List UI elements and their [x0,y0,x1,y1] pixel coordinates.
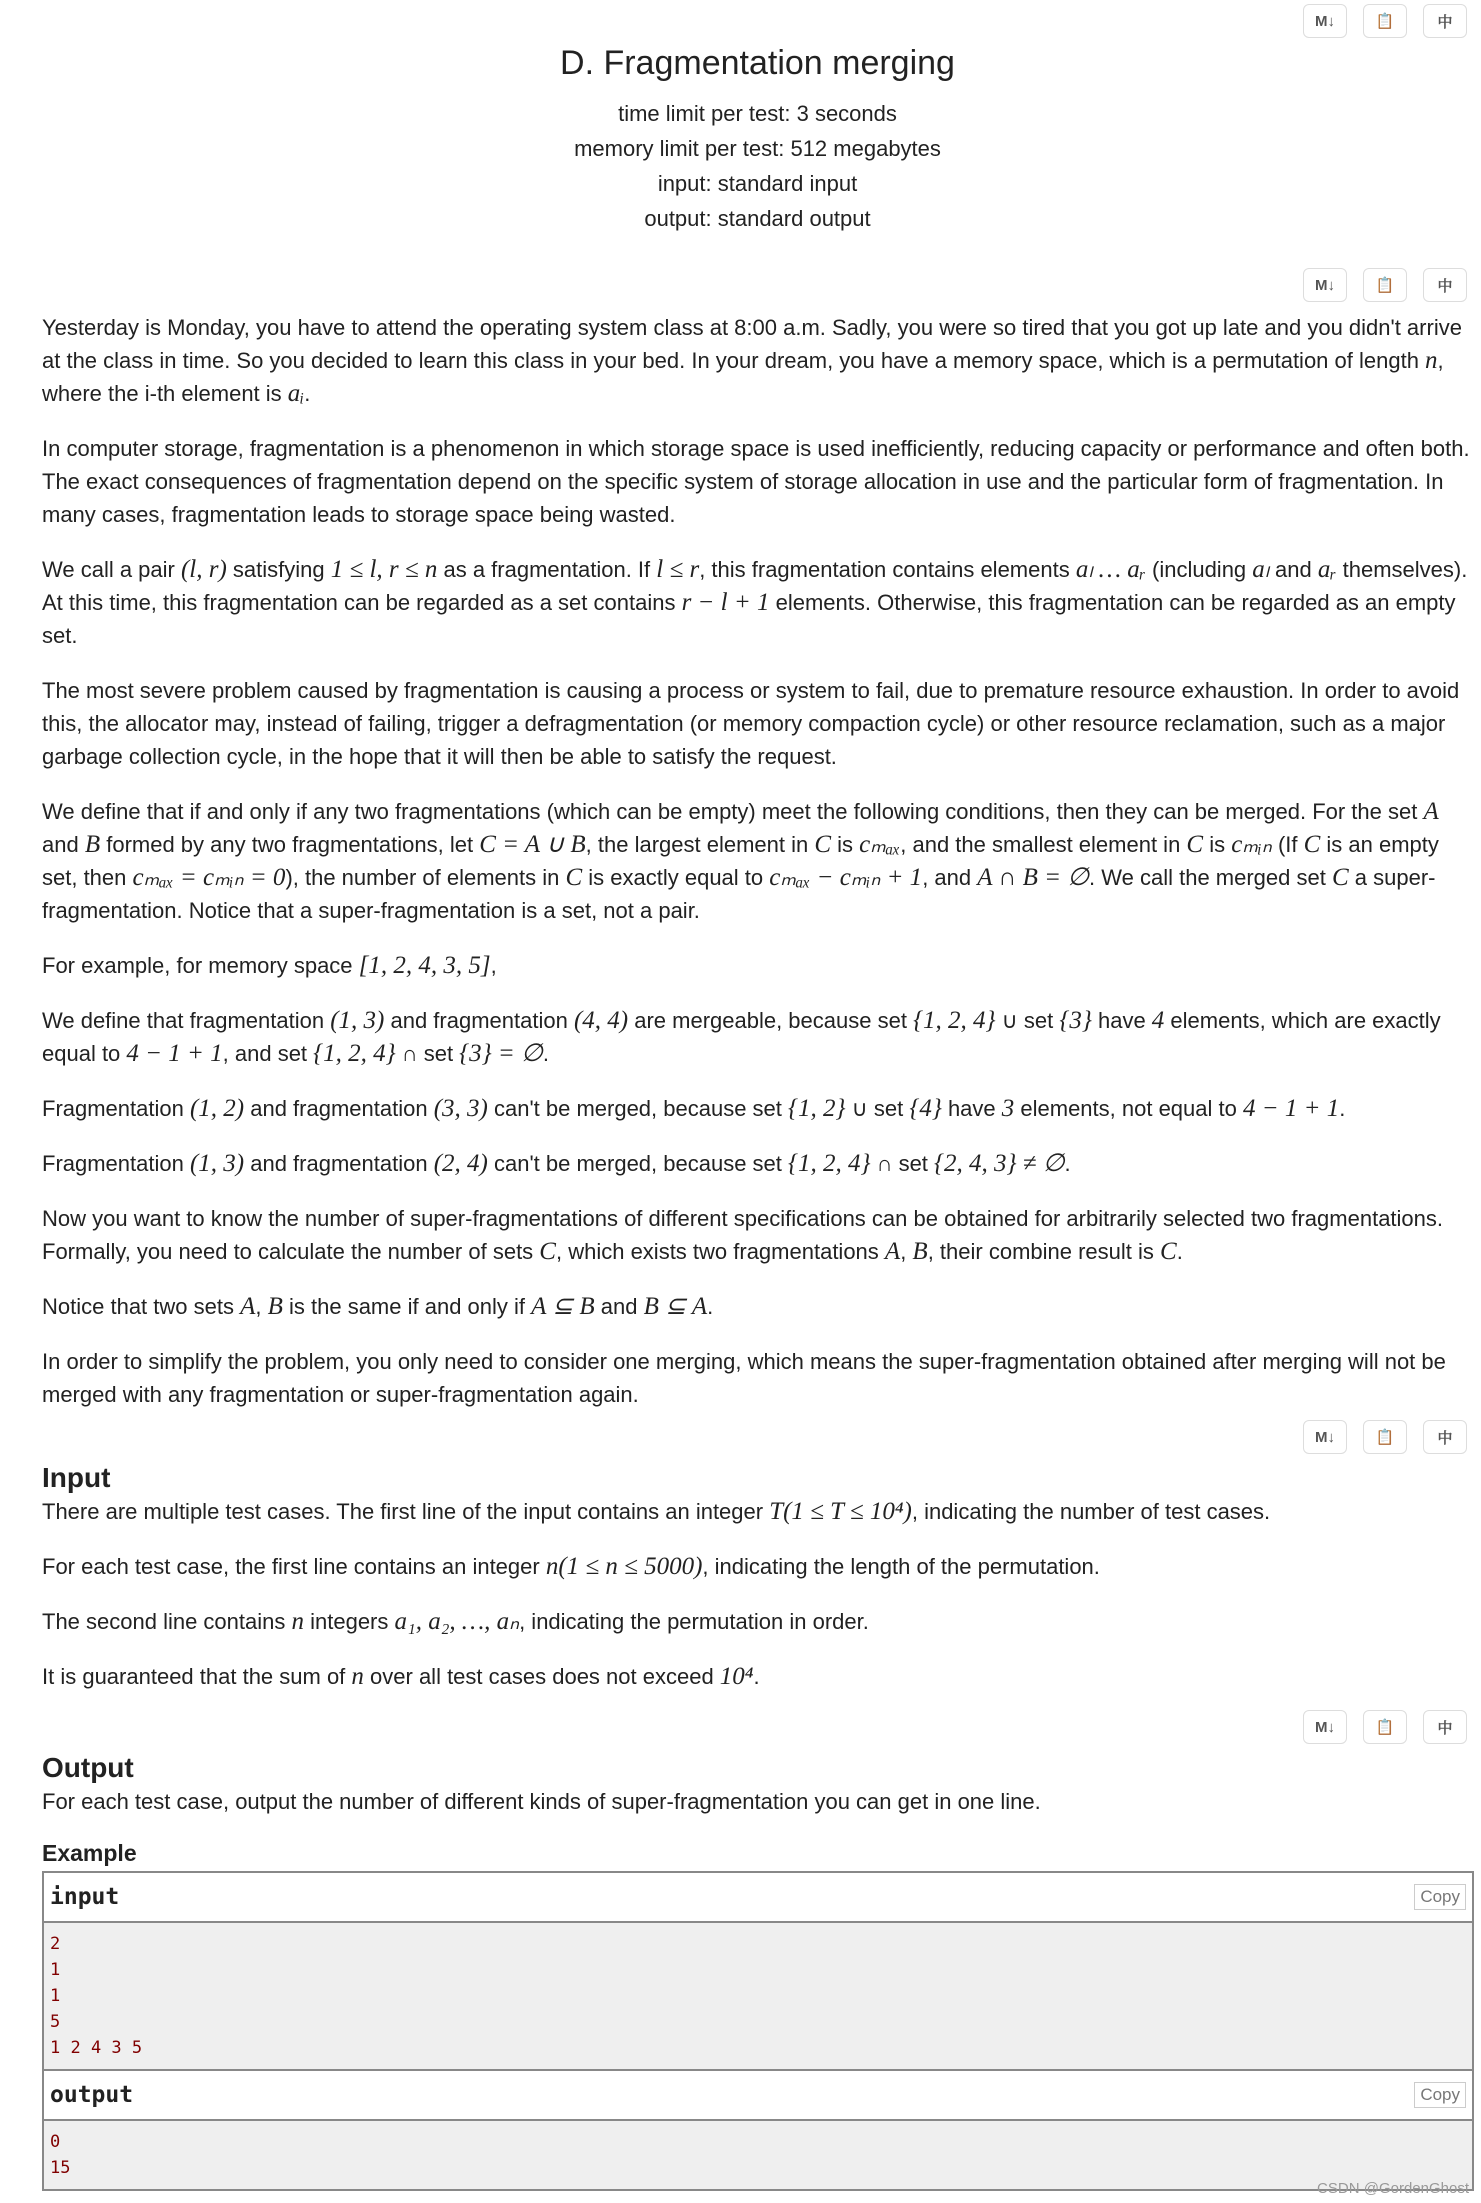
example-box [42,1871,1474,2191]
math: A [884,1238,901,1265]
markdown-button[interactable]: M↓ [1303,1710,1347,1744]
math: A ∩ B = ∅ [977,864,1090,891]
text: , and set [222,1041,314,1066]
text: have [941,1096,1002,1121]
text: For each test case, the first line contains an integer [42,1554,546,1579]
text: . [707,1294,714,1319]
text: We call a pair [42,557,181,582]
text: integers [304,1609,395,1634]
text: satisfying [226,557,331,582]
math: C [539,1238,556,1265]
output-header [44,2071,1472,2121]
text: have [1091,1008,1152,1033]
text: and fragmentation [244,1151,434,1176]
math: aᵢ [287,380,305,407]
input-spec: input: standard input [657,171,858,196]
text: There are multiple test cases. The first line of the input contains an integer [42,1499,770,1524]
text: , [255,1294,268,1319]
math: cₘₐₓ [859,831,901,858]
text: elements, not equal to [1014,1096,1243,1121]
paragraph [42,1660,1474,1693]
math: a₁, a₂, …, aₙ [394,1608,520,1635]
math: 10⁴ [719,1663,754,1690]
toolbar-input [1303,1420,1467,1454]
output-section [42,1751,1474,1873]
output-paragraphs [42,1785,1474,1818]
text: over all test cases does not exceed [363,1664,720,1689]
math: 4 − 1 + 1 [126,1040,223,1067]
text: The second line contains [42,1609,292,1634]
paragraph [42,1092,1474,1125]
paragraph [42,1550,1474,1583]
paragraph [42,1290,1474,1323]
clipboard-icon[interactable]: 📋 [1363,1710,1407,1744]
math: (l, r) [180,556,227,583]
math: {1, 2, 4} [913,1007,996,1034]
text: ∩ set [870,1151,935,1176]
input-section [42,1461,1474,1715]
math: C [814,831,832,858]
statement [42,311,1474,1433]
paragraph [42,1004,1474,1070]
memory-limit: memory limit per test: 512 megabytes [574,136,941,161]
text: is [831,832,860,857]
paragraph [42,1605,1474,1638]
text: It is guaranteed that the sum of [42,1664,352,1689]
math: aₗ [1252,556,1269,583]
clipboard-icon[interactable]: 📋 [1363,268,1407,302]
math: {3} = ∅ [459,1040,543,1067]
text: are mergeable, because set [628,1008,914,1033]
math: A ⊆ B [531,1293,595,1320]
math: T(1 ≤ T ≤ 10⁴) [769,1498,912,1525]
clipboard-icon[interactable]: 📋 [1363,1420,1407,1454]
text: ∪ set [995,1008,1060,1033]
text: . [1176,1239,1183,1264]
text: and [594,1294,644,1319]
paragraph [42,795,1474,927]
clipboard-icon[interactable]: 📋 [1363,4,1407,38]
output-spec: output: standard output [644,206,871,231]
copy-input-button[interactable]: Copy [1414,1884,1466,1910]
text: , indicating the permutation in order. [519,1609,869,1634]
text: and fragmentation [384,1008,574,1033]
text: For example, for memory space [42,953,359,978]
math: (3, 3) [433,1095,488,1122]
math: cₘₐₓ = cₘᵢₙ = 0 [132,864,286,891]
problem-title: D. Fragmentation merging [560,44,955,82]
output-title: Output [42,1752,134,1783]
text: is exactly equal to [582,865,770,890]
math: (2, 4) [433,1150,488,1177]
paragraph [42,311,1474,410]
text: ∪ set [845,1096,910,1121]
math: (1, 3) [189,1150,245,1177]
paragraph [42,432,1474,531]
text: is [1203,832,1232,857]
text: is an empty set, then [42,832,1439,890]
math: A [1423,798,1439,825]
math: {2, 4, 3} ≠ ∅ [934,1150,1065,1177]
text: Fragmentation [42,1096,190,1121]
translate-icon[interactable]: 中 [1423,268,1467,302]
math: l ≤ r [656,556,700,583]
math: cₘₐₓ − cₘᵢₙ + 1 [769,864,923,891]
paragraph [42,1202,1474,1268]
markdown-button[interactable]: M↓ [1303,1420,1347,1454]
text: formed by any two fragmentations, let [100,832,480,857]
text: elements. Otherwise, this fragmentation can be regarded as an empty set. [42,590,1456,648]
paragraph [42,1345,1474,1411]
text: (including [1145,557,1253,582]
input-label: input [50,1884,120,1910]
toolbar-statement [1303,268,1467,302]
math: C [1331,864,1349,891]
math: (4, 4) [573,1007,629,1034]
math: 1 ≤ l, r ≤ n [330,556,438,583]
math: {1, 2, 4} [788,1150,871,1177]
math: C [565,864,583,891]
text: and [42,832,85,857]
translate-icon[interactable]: 中 [1423,4,1467,38]
translate-icon[interactable]: 中 [1423,1710,1467,1744]
text: Fragmentation [42,1151,190,1176]
math: r − l + 1 [681,589,770,616]
text: (If [1271,832,1304,857]
text: . [304,381,311,406]
math: B [912,1238,928,1265]
math: n [351,1663,364,1690]
math: aₗ … aᵣ [1075,556,1146,583]
input-paragraphs [42,1495,1474,1693]
text: , their combine result is [927,1239,1161,1264]
output-label: output [50,2082,134,2108]
text: In computer storage, fragmentation is a phenomenon in which storage space is used inefficiently, reducing capacity or performance and often both. The exact consequences of fragmentation depend on the specific system of storage allocation in use and the particular form of fragmentation. In many cases, fragmentation leads to storage space being wasted. [42,436,1470,527]
text: Yesterday is Monday, you have to attend the operating system class at 8:00 a.m. Sadly, you were so tired that you got up late and you didn't arrive at the class in time. So you decided to learn this class in your bed. In your dream, you have a memory space, which is a permutation of length [42,315,1462,373]
math: {3} [1059,1007,1092,1034]
text: elements, which are exactly equal to [42,1008,1441,1066]
text: , [900,1239,913,1264]
math: C [1186,831,1204,858]
text: We define that if and only if any two fragmentations (which can be empty) meet the following conditions, then they can be merged. For the set [42,799,1424,824]
markdown-button[interactable]: M↓ [1303,268,1347,302]
text: Now you want to know the number of super-fragmentations of different specifications can be obtained for arbitrarily selected two fragmentations. Formally, you need to calculate the number of sets [42,1206,1444,1264]
text: is the same if and only if [282,1294,532,1319]
text: ), the number of elements in [285,865,566,890]
text: , where the i-th element is [42,348,1444,406]
input-header [44,1873,1472,1923]
text: and fragmentation [244,1096,434,1121]
watermark: CSDN @GordenGhost [1317,2180,1469,2197]
text: can't be merged, because set [487,1096,789,1121]
markdown-button[interactable]: M↓ [1303,4,1347,38]
text: ∩ set [395,1041,460,1066]
math: C [1160,1238,1177,1265]
math: aᵣ [1317,556,1337,583]
math: B [84,831,101,858]
math: (1, 3) [330,1007,385,1034]
text: , and the smallest element in [900,832,1187,857]
math: n(1 ≤ n ≤ 5000) [545,1553,703,1580]
input-title: Input [42,1462,111,1493]
math: B [267,1293,283,1320]
text: . [1064,1151,1071,1176]
text: The most severe problem caused by fragmentation is causing a process or system to fail, due to premature resource exhaustion. In order to avoid this, the allocator may, instead of failing, trigger a defragmentation (or memory compaction cycle) or other resource reclamation, such as a major garbage collection cycle, in the hope that it will then be able to satisfy the request. [42,678,1460,769]
paragraph [42,1785,1474,1818]
text: Notice that two sets [42,1294,241,1319]
text: , indicating the length of the permutation. [702,1554,1100,1579]
paragraph [42,949,1474,982]
text: , indicating the number of test cases. [911,1499,1271,1524]
math: 4 − 1 + 1 [1242,1095,1340,1122]
text: In order to simplify the problem, you only need to consider one merging, which means the super-fragmentation obtained after merging will not be merged with any fragmentation or super-fragmentation again. [42,1349,1446,1407]
text: , the largest element in [585,832,815,857]
text: as a fragmentation. If [437,557,657,582]
math: A [240,1293,256,1320]
math: n [291,1608,304,1635]
math: {1, 2, 4} [313,1040,396,1067]
text: can't be merged, because set [487,1151,789,1176]
paragraph [42,674,1474,773]
text: . [1339,1096,1346,1121]
text: For each test case, output the number of different kinds of super-fragmentation you can get in one line. [42,1789,1041,1814]
text: , and [922,865,978,890]
paragraph [42,1495,1474,1528]
math: C [1303,831,1321,858]
math: 3 [1001,1095,1015,1122]
math: (1, 2) [189,1095,245,1122]
text: themselves). At this time, this fragmentation can be regarded as a set contains [42,557,1468,615]
problem-header [0,40,1481,236]
toolbar-top [1303,4,1467,38]
text: We define that fragmentation [42,1008,331,1033]
paragraph [42,553,1474,652]
toolbar-output [1303,1710,1467,1744]
math: B ⊆ A [643,1293,708,1320]
example-input[interactable]: 2 1 1 5 1 2 4 3 5 [44,1923,1472,2071]
text: , this fragmentation contains elements [699,557,1076,582]
text: and [1268,557,1318,582]
text: . We call the merged set [1089,865,1332,890]
math: {1, 2} [788,1095,846,1122]
math: C = A ∪ B [479,831,586,858]
text: . [753,1664,760,1689]
text: , which exists two fragmentations [555,1239,885,1264]
math: {4} [909,1095,942,1122]
text: . [542,1041,549,1066]
paragraph [42,1147,1474,1180]
example-title: Example [42,1840,137,1866]
copy-output-button[interactable]: Copy [1414,2082,1466,2108]
math: [1, 2, 4, 3, 5] [358,952,491,979]
math: cₘᵢₙ [1231,831,1272,858]
text: a super-fragmentation. Notice that a super-fragmentation is a set, not a pair. [42,865,1436,923]
math: n [1425,347,1438,374]
time-limit: time limit per test: 3 seconds [618,101,897,126]
example-output[interactable]: 0 15 [44,2121,1472,2189]
text: , [490,953,497,978]
math: 4 [1151,1007,1165,1034]
translate-icon[interactable]: 中 [1423,1420,1467,1454]
